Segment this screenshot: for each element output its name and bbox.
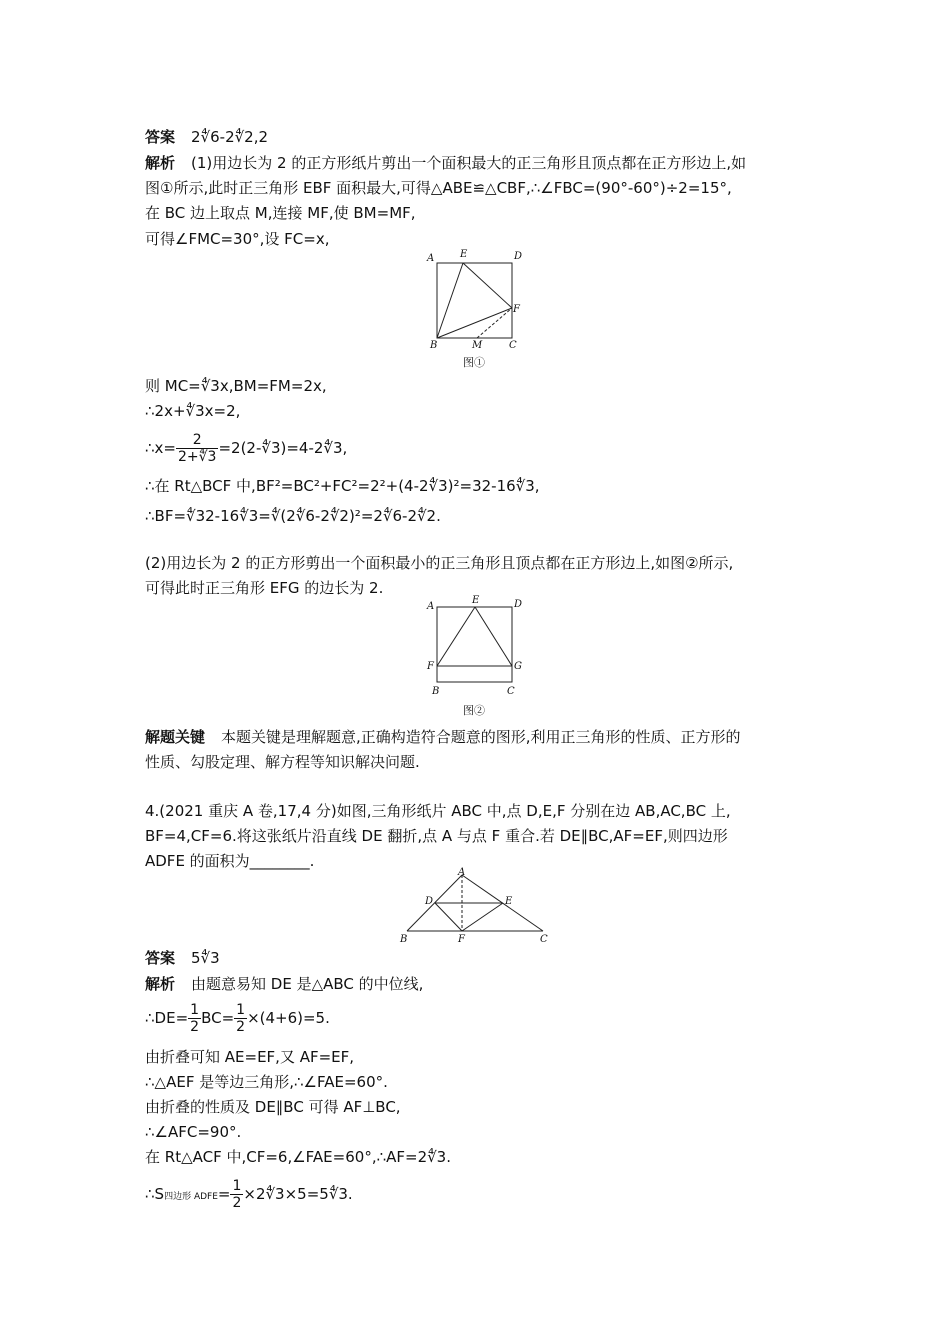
q3-key-line-2: 性质、勾股定理、解方程等知识解决问题. — [145, 753, 420, 771]
q4-de-f1-den: 2 — [190, 1019, 200, 1035]
q4-s-eq: = — [217, 1185, 231, 1203]
q4-triangle-diagram — [395, 867, 555, 945]
figure-1-caption: 图① — [463, 356, 485, 369]
q4-line-6: 在 Rt△ACF 中,CF=6,∠FAE=60°,∴AF=2∜3. — [145, 1148, 451, 1166]
q3-analysis-line-4: 可得∠FMC=30°,设 FC=x, — [145, 230, 330, 248]
q3-rt-line: ∴在 Rt△BCF 中,BF²=BC²+FC²=2²+(4-2∜3)²=32-16∜3, — [145, 477, 540, 495]
q3-key-line-1 — [145, 726, 741, 748]
q4-answer-value: 5∜3 — [191, 949, 220, 967]
fig2-label-a: A — [427, 601, 435, 612]
fig1-label-e: E — [460, 249, 468, 260]
q4-s-prefix: ∴S — [145, 1185, 165, 1203]
q3-x-solution-line — [145, 424, 347, 472]
q4-analysis-label: 解析 — [145, 975, 176, 993]
fig2-label-g: G — [514, 661, 522, 672]
q4-label-a: A — [458, 867, 466, 878]
q3-x-denominator: 2+∜3 — [178, 449, 217, 465]
q3-answer-line — [145, 126, 268, 148]
fig2-label-c: C — [507, 686, 515, 697]
figure-2-diagram — [425, 595, 525, 700]
q4-line-5: ∴∠AFC=90°. — [145, 1123, 242, 1141]
q4-line-3: ∴△AEF 是等边三角形,∴∠FAE=60°. — [145, 1073, 388, 1091]
q4-label-f: F — [458, 934, 465, 945]
q3-x-numerator: 2 — [176, 432, 218, 449]
fig1-label-c: C — [509, 340, 517, 350]
figure-2-caption: 图② — [463, 704, 485, 717]
q3-analysis-label: 解析 — [145, 154, 176, 172]
q3-calc-line-2: ∴2x+∜3x=2, — [145, 402, 241, 420]
q3-analysis-line-1 — [145, 152, 746, 174]
q4-de-suffix: ×(4+6)=5. — [247, 1009, 330, 1027]
q4-de-f2-den: 2 — [236, 1019, 246, 1035]
fig1-label-b: B — [430, 340, 438, 350]
q4-area-line — [145, 1172, 353, 1219]
q3-answer-label: 答案 — [145, 128, 176, 146]
q4-de-line — [145, 996, 330, 1040]
q4-analysis-line-1 — [145, 973, 423, 995]
q4-analysis-text: 由题意易知 DE 是△ABC 的中位线, — [191, 975, 424, 993]
q4-stem-line-1: 4.(2021 重庆 A 卷,17,4 分)如图,三角形纸片 ABC 中,点 D,E,F 分别在边 AB,AC,BC 上, — [145, 802, 731, 820]
q3-key-text: 本题关键是理解题意,正确构造符合题意的图形,利用正三角形的性质、正方形的 — [221, 728, 741, 746]
q4-s-num: 1 — [232, 1178, 242, 1194]
q4-de-f2-num: 1 — [236, 1002, 246, 1018]
q4-label-c: C — [540, 934, 548, 945]
q3-x-suffix: =2(2-∜3)=4-2∜3, — [218, 439, 348, 457]
q4-answer-label: 答案 — [145, 949, 176, 967]
q3-part2-line-1: (2)用边长为 2 的正方形剪出一个面积最小的正三角形且顶点都在正方形边上,如图②所示, — [145, 554, 734, 572]
q4-stem-line-2: BF=4,CF=6.将这张纸片沿直线 DE 翻折,点 A 与点 F 重合.若 DE∥BC,AF=EF,则四边形 — [145, 827, 728, 845]
q3-x-prefix: ∴x= — [145, 439, 176, 457]
q4-stem-line-3: ADFE 的面积为________. — [145, 852, 315, 870]
q3-part2-line-2: 可得此时正三角形 EFG 的边长为 2. — [145, 579, 384, 597]
q4-answer-line — [145, 947, 220, 969]
q4-s-subscript: 四边形 ADFE — [164, 1192, 218, 1202]
fig1-label-f: F — [513, 304, 520, 315]
q3-bf-line: ∴BF=∜32-16∜3=∜(2∜6-2∜2)²=2∜6-2∜2. — [145, 507, 441, 525]
q3-analysis-line-3: 在 BC 边上取点 M,连接 MF,使 BM=MF, — [145, 204, 416, 222]
q4-de-prefix: ∴DE= — [145, 1009, 189, 1027]
q3-answer-value: 2∜6-2∜2,2 — [191, 128, 269, 146]
q3-x-fraction — [176, 432, 218, 465]
fig2-label-d: D — [514, 599, 523, 610]
q4-de-f1-num: 1 — [190, 1002, 200, 1018]
figure-1-diagram — [425, 245, 525, 350]
q4-s-den: 2 — [232, 1195, 242, 1211]
q4-s-suffix: ×2∜3×5=5∜3. — [243, 1185, 353, 1203]
q4-label-b: B — [400, 934, 408, 945]
q4-de-fraction-2 — [234, 1002, 247, 1035]
q4-line-4: 由折叠的性质及 DE∥BC 可得 AF⊥BC, — [145, 1098, 401, 1116]
q4-s-fraction — [230, 1178, 243, 1211]
fig1-label-a: A — [427, 253, 435, 264]
q3-analysis-line-2: 图①所示,此时正三角形 EBF 面积最大,可得△ABE≌△CBF,∴∠FBC=(90°-60°)÷2=15°, — [145, 179, 732, 197]
fig1-label-d: D — [514, 251, 523, 262]
q4-label-e: E — [505, 896, 513, 907]
q4-de-fraction-1 — [188, 1002, 201, 1035]
q3-calc-line-1: 则 MC=∜3x,BM=FM=2x, — [145, 377, 327, 395]
fig2-label-e: E — [472, 595, 480, 606]
q3-key-label: 解题关键 — [145, 728, 206, 746]
q4-de-mid: BC= — [201, 1009, 235, 1027]
fig1-label-m: M — [472, 340, 483, 350]
q3-text: (1)用边长为 2 的正方形纸片剪出一个面积最大的正三角形且顶点都在正方形边上,如 — [191, 154, 747, 172]
q4-line-2: 由折叠可知 AE=EF,又 AF=EF, — [145, 1048, 355, 1066]
fig2-label-f: F — [427, 661, 434, 672]
fig2-label-b: B — [432, 686, 440, 697]
q4-label-d: D — [425, 896, 434, 907]
